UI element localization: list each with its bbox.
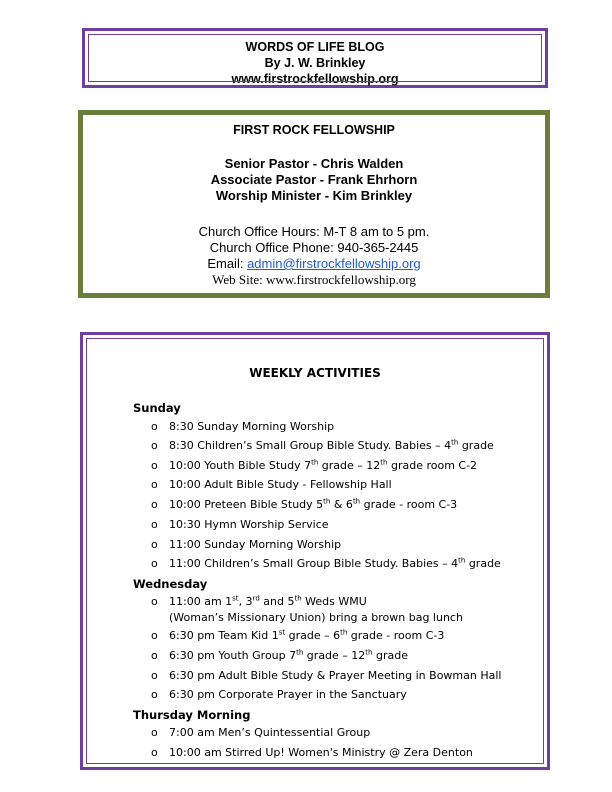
item-text: 10:00 Adult Bible Study - Fellowship Hall	[169, 478, 392, 491]
item-text: 10:00 Preteen Bible Study 5th & 6th grade - room C-3	[169, 497, 458, 511]
bullet: o	[151, 478, 158, 491]
bullet: o	[151, 649, 158, 662]
item-text: 6:30 pm Team Kid 1st grade – 6th grade - room C-3	[169, 628, 445, 642]
list-item	[151, 726, 370, 740]
list-item	[151, 478, 392, 492]
blog-website: www.firstrockfellowship.org	[231, 72, 399, 86]
item-text: 10:00 Youth Bible Study 7th grade – 12th grade room C-2	[169, 458, 478, 472]
item-text: 11:00 Sunday Morning Worship	[169, 538, 342, 551]
bullet: o	[151, 420, 158, 433]
list-item	[151, 498, 457, 512]
list-item	[151, 746, 473, 760]
bullet: o	[151, 726, 158, 739]
worship-minister: Worship Minister - Kim Brinkley	[215, 188, 413, 203]
bullet: o	[151, 518, 158, 531]
bullet: o	[151, 688, 158, 701]
bullet: o	[151, 459, 158, 472]
list-item	[151, 518, 329, 532]
item-text: 8:30 Children’s Small Group Bible Study. Babies – 4th grade	[169, 438, 494, 452]
bullet: o	[151, 538, 158, 551]
church-info-box	[78, 110, 550, 298]
list-item	[151, 669, 501, 683]
item-continuation: (Woman’s Missionary Union) bring a brown bag lunch	[169, 611, 463, 624]
list-item	[151, 649, 408, 663]
day-wednesday: Wednesday	[133, 577, 208, 591]
bullet: o	[151, 498, 158, 511]
church-name: FIRST ROCK FELLOWSHIP	[233, 123, 395, 137]
weekly-activities-box	[80, 332, 550, 770]
blog-title: WORDS OF LIFE BLOG	[245, 40, 385, 54]
list-item	[151, 688, 407, 702]
staff-list	[83, 156, 545, 204]
item-text: 6:30 pm Corporate Prayer in the Sanctuary	[169, 688, 407, 701]
list-item	[151, 420, 334, 434]
bullet: o	[151, 746, 158, 759]
office-hours: Church Office Hours: M-T 8 am to 5 pm.	[198, 224, 430, 239]
list-item	[151, 538, 341, 552]
bullet: o	[151, 669, 158, 682]
item-text: 8:30 Sunday Morning Worship	[169, 420, 335, 433]
item-text: 10:00 am Stirred Up! Women's Ministry @ Zera Denton	[169, 746, 473, 759]
contact-info	[83, 224, 545, 288]
associate-pastor: Associate Pastor - Frank Ehrhorn	[210, 172, 418, 187]
day-sunday: Sunday	[133, 401, 181, 415]
office-phone: Church Office Phone: 940-365-2445	[209, 240, 419, 255]
weekly-heading: WEEKLY ACTIVITIES	[249, 366, 381, 380]
list-item	[151, 594, 463, 624]
day-thursday-morning: Thursday Morning	[133, 708, 251, 722]
website-line: Web Site: www.firstrockfellowship.org	[212, 272, 416, 287]
bullet: o	[151, 439, 158, 452]
list-item	[151, 459, 477, 473]
email-line	[83, 256, 545, 272]
list-item	[151, 557, 501, 571]
email-label: Email:	[207, 256, 248, 271]
senior-pastor: Senior Pastor - Chris Walden	[224, 156, 404, 171]
bullet: o	[151, 557, 158, 570]
item-text: 7:00 am Men’s Quintessential Group	[169, 726, 371, 739]
item-text: 11:00 am 1st, 3rd and 5th Weds WMU	[169, 594, 367, 608]
list-item	[151, 629, 444, 643]
item-text: 10:30 Hymn Worship Service	[169, 518, 329, 531]
item-text: 11:00 Children’s Small Group Bible Study. Babies – 4th grade	[169, 556, 501, 570]
bullet: o	[151, 595, 158, 608]
blog-author: By J. W. Brinkley	[264, 56, 366, 70]
bullet: o	[151, 629, 158, 642]
item-text: 6:30 pm Youth Group 7th grade – 12th grade	[169, 648, 408, 662]
list-item	[151, 439, 494, 453]
item-text: 6:30 pm Adult Bible Study & Prayer Meeting in Bowman Hall	[169, 669, 502, 682]
email-link[interactable]: admin@firstrockfellowship.org	[247, 256, 421, 271]
blog-header-box	[82, 28, 548, 88]
